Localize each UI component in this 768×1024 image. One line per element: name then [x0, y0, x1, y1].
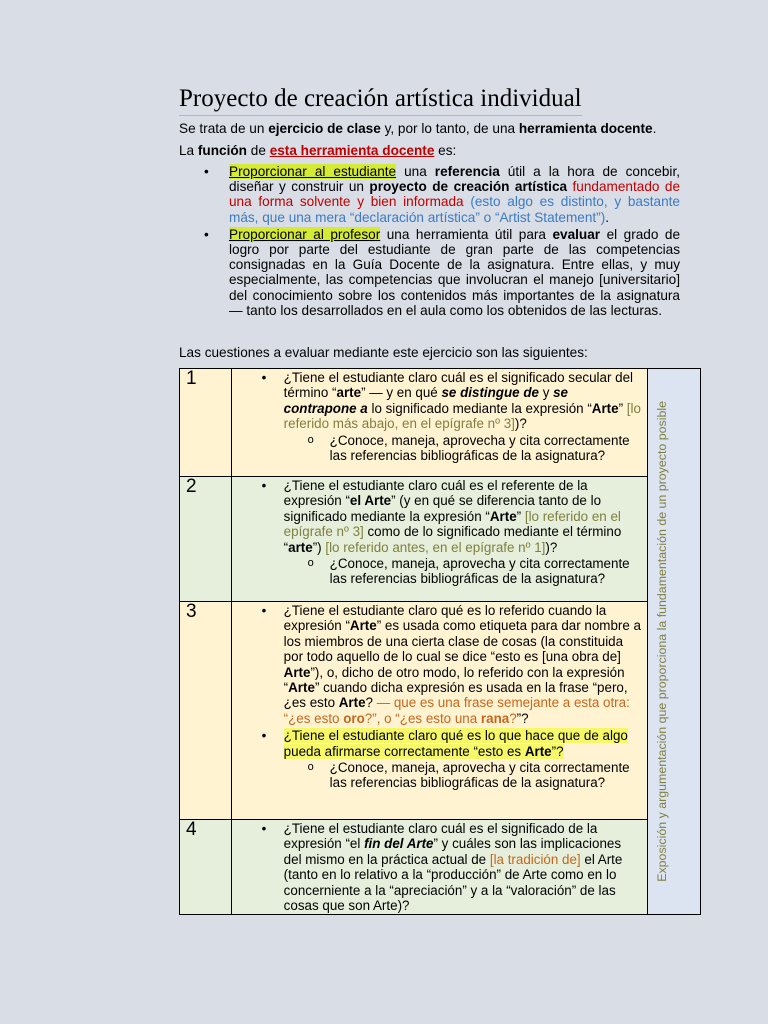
question-bold-italic: se distingue de: [441, 385, 539, 401]
function-text: es:: [434, 143, 457, 158]
function-bold: función: [197, 143, 247, 158]
row-number: 3: [180, 602, 232, 820]
question-orange-text: [la tradición de]: [489, 851, 581, 867]
function-text: de: [247, 143, 270, 158]
question-item: [232, 820, 648, 914]
function-text: La: [179, 143, 198, 158]
row-content: [231, 369, 648, 477]
question-text: ” (y en qué se diferencia tanto de lo significado mediante la expresión “: [283, 493, 602, 524]
question-orange-text: ?: [509, 710, 517, 726]
question-text: )?: [545, 539, 558, 555]
question-item-highlighted: [232, 727, 648, 760]
question-bold: Arte: [288, 680, 315, 696]
bullet-text: el grado de logro por parte del estudiante de gran parte de las competencias consignadas en la Guía Docente de la asignatura. Entre ellas, y muy especialmente, las competencias que involucran el manejo [universitario] del conocimiento sobre los contenidos más importantes de la asignatura — tanto los desarrollados en el aula como los obtenidos de las lecturas.: [229, 226, 681, 318]
question-text: el Arte (tanto en lo relativo a la “producción” de Arte como en lo concerniente a la “apreciación” y a la “valoración” de las cosas que son Arte)?: [283, 851, 623, 914]
question-text: ?: [365, 695, 377, 711]
question-text: ¿Tiene el estudiante claro qué es lo referido cuando la expresión “: [283, 603, 607, 634]
highlight-student: Proporcionar al estudiante: [229, 164, 397, 179]
question-bold: Arte: [283, 664, 311, 680]
sub-question: o ¿Conoce, maneja, aprovecha y cita correctamente las referencias bibliográficas de la asignatura?: [232, 433, 648, 465]
row-content: [231, 602, 648, 820]
function-red-underline: esta herramienta docente: [269, 143, 435, 158]
question-text: ” es usada como etiqueta para dar nombre a los miembros de una cierta clase de cosas (la constituida por todo aquello de lo cual se dice “esto es [una obra de]: [283, 618, 641, 665]
row-number: 2: [180, 477, 232, 602]
bullet-bold: referencia: [434, 164, 500, 179]
row-number: 1: [180, 369, 232, 477]
question-text: ”): [312, 539, 326, 555]
row-number: 4: [180, 820, 232, 915]
question-text: )?: [514, 416, 527, 432]
table-row: [180, 477, 701, 602]
question-bold: Arte: [524, 743, 552, 759]
questions-intro: Las cuestiones a evaluar mediante este ejercicio son las siguientes:: [179, 345, 588, 360]
question-text: ¿Tiene el estudiante claro cuál es el significado secular del término “: [283, 370, 634, 401]
table-row: [180, 369, 701, 477]
function-bullet-list: [204, 164, 680, 320]
question-item: [232, 477, 648, 556]
question-text: lo significado mediante la expresión “: [367, 400, 592, 416]
question-orange-bold: rana: [480, 710, 510, 726]
question-item: [232, 369, 648, 433]
question-text: ” y cuáles son las implicaciones del mismo en la práctica actual de: [283, 836, 622, 867]
side-label-container: [648, 370, 676, 912]
question-text: ”?: [516, 710, 529, 726]
row-content: [231, 820, 648, 915]
question-bold-italic: se contrapone a: [283, 385, 569, 416]
table-row: [180, 820, 701, 915]
question-text: ”: [618, 400, 627, 416]
intro-text: Se trata de un: [179, 121, 269, 136]
table-row: [180, 602, 701, 820]
question-text: ¿Tiene el estudiante claro cuál es el significado de la expresión “el: [283, 821, 598, 852]
bullet-teacher: [204, 227, 680, 318]
bullet-blue-text: (esto algo es distinto, y bastante más, que una mera “declaración artística” o “Artist Statement”): [229, 194, 680, 225]
question-bold: el Arte: [349, 493, 392, 509]
bullet-text: una: [396, 164, 435, 179]
document-title: Proyecto de creación artística individual: [179, 84, 582, 116]
question-bold: arte: [288, 539, 313, 555]
bullet-text: una herramienta útil para: [380, 226, 553, 242]
intro-paragraph: [179, 121, 656, 137]
bullet-bold: evaluar: [552, 226, 601, 242]
bullet-text: .: [605, 209, 610, 225]
question-bold: arte: [336, 385, 362, 401]
question-bold: Arte: [591, 400, 619, 416]
question-olive-ref: [lo referido más abajo, en el epígrafe nº 3]: [283, 400, 641, 432]
sub-question: o ¿Conoce, maneja, aprovecha y cita correctamente las referencias bibliográficas de la asignatura?: [232, 760, 648, 792]
function-paragraph: [179, 143, 456, 159]
question-item: [232, 602, 648, 727]
question-text: ”), o, dicho de otro modo, lo referido con la expresión “: [283, 664, 625, 696]
question-text: ”?: [551, 743, 564, 759]
intro-bold: ejercicio de clase: [268, 121, 381, 136]
question-text: ” cuando dicha expresión es usada en la frase “pero, ¿es esto: [283, 680, 628, 711]
question-bold-italic: fin del Arte: [364, 836, 434, 852]
sub-question: o ¿Conoce, maneja, aprovecha y cita correctamente las referencias bibliográficas de la asignatura?: [232, 556, 648, 588]
question-text: ¿Tiene el estudiante claro cuál es el referente de la expresión “: [283, 478, 588, 509]
question-orange-text: ?”, o “¿es esto una: [364, 710, 481, 726]
question-olive-ref: [lo referido antes, en el epígrafe nº 1]: [325, 539, 546, 555]
questions-table: [179, 368, 701, 915]
bullet-student: [204, 164, 680, 225]
row-content: [231, 477, 648, 602]
question-text: ” — y en qué: [361, 385, 442, 401]
highlight-teacher: Proporcionar al profesor: [229, 226, 381, 242]
bullet-text: útil a la hora de concebir, diseñar y construir un: [229, 164, 680, 195]
question-bold: Arte: [349, 618, 377, 634]
question-text: ”: [516, 508, 525, 524]
question-orange-text: — que es una frase semejante a esta otra: “¿es esto: [283, 695, 630, 726]
question-bold: Arte: [489, 508, 517, 524]
intro-text: y, por lo tanto, de una: [380, 121, 519, 136]
question-text: como de lo significado mediante el término “: [283, 524, 622, 555]
question-text: ¿Tiene el estudiante claro qué es lo que hace que de algo pueda afirmarse correctamente “esto es: [283, 728, 628, 759]
bullet-red-text: fundamentado de una forma solvente y bien informada: [229, 179, 680, 210]
question-orange-bold: oro: [343, 710, 365, 726]
side-label: Exposición y argumentación que proporciona la fundamentación de un proyecto posible: [655, 400, 669, 882]
question-bold: Arte: [338, 695, 366, 711]
intro-text: .: [652, 121, 657, 136]
intro-bold: herramienta docente: [518, 121, 653, 136]
bullet-bold: proyecto de creación artística: [369, 179, 568, 195]
question-olive-ref: [lo referido en el epígrafe nº 3]: [283, 508, 621, 540]
question-text: y: [538, 385, 554, 401]
